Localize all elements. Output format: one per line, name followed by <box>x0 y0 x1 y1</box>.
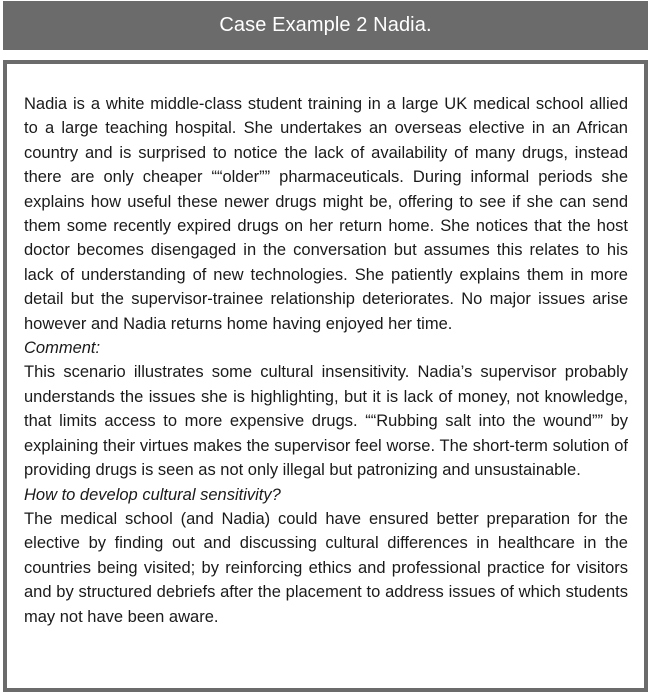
develop-paragraph: The medical school (and Nadia) could have ensured better preparation for the elective by finding out and discussing cultural differences in healthcare in the countries being visited; by reinforcing ethics and professional practice for visitors and by structured debriefs after the placement to address issues of which students may not have been aware. <box>24 509 628 626</box>
comment-heading: Comment: <box>24 339 101 358</box>
case-example-title: Case Example 2 Nadia. <box>219 14 432 36</box>
case-example-header <box>3 1 648 50</box>
intro-paragraph: Nadia is a white middle-class student training in a large UK medical school allied to a large teaching hospital. She undertakes an overseas elective in an African country and is surprised to notice the lack of availability of many drugs, instead there are only cheaper ““older”” pharmaceuticals. During informal periods she explains how useful these newer drugs might be, offering to see if she can send them some recently expired drugs on her return home. She notices that the host doctor becomes disengaged in the conversation but assumes this relates to his lack of understanding of new technologies. She patiently explains them in more detail but the supervisor-trainee relationship deteriorates. No major issues arise however and Nadia returns home having enjoyed her time. <box>24 95 628 333</box>
case-example-content <box>24 92 628 629</box>
comment-paragraph: This scenario illustrates some cultural insensitivity. Nadia’s supervisor probably understands the issues she is highlighting, but it is lack of money, not knowledge, that limits access to more expensive drugs. ““Rubbing salt into the wound”” by explaining their virtues makes the supervisor feel worse. The short-term solution of providing drugs is seen as not only illegal but patronizing and unsustainable. <box>24 363 628 480</box>
develop-heading: How to develop cultural sensitivity? <box>24 485 281 504</box>
case-example-box <box>3 60 648 692</box>
